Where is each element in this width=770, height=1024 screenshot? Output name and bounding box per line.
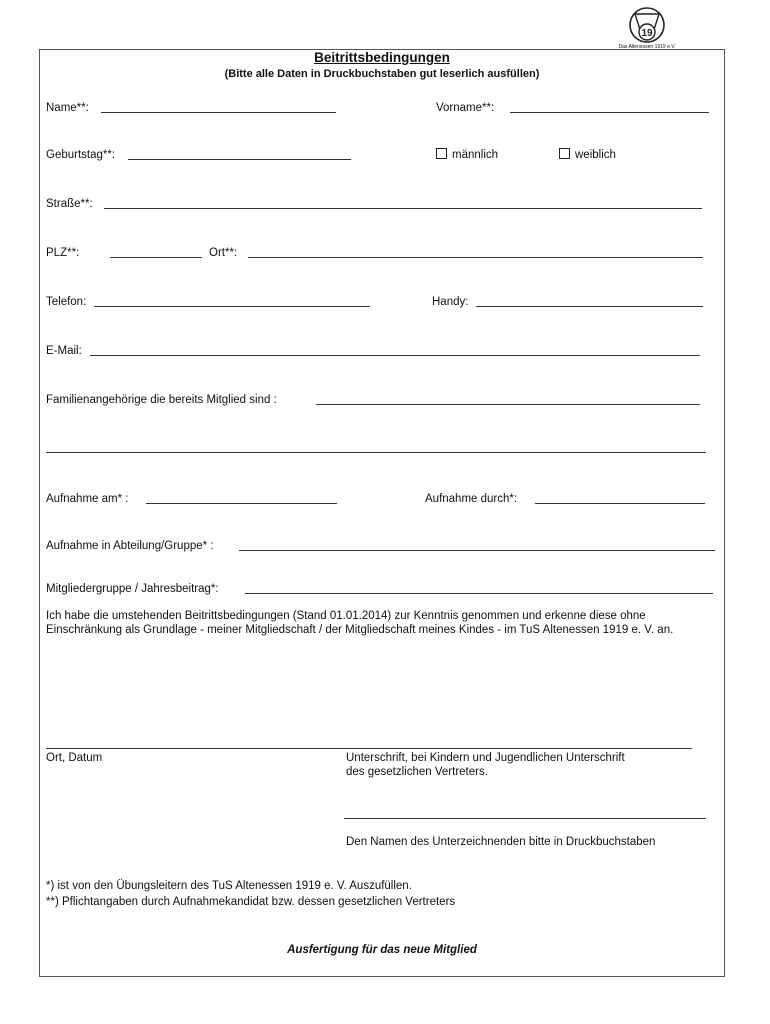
ort-datum-label: Ort, Datum <box>46 752 103 764</box>
maennlich-label: männlich <box>452 149 499 161</box>
unterschrift-label-2: des gesetzlichen Vertreters. <box>346 766 488 778</box>
note-uebungsleiter: *) ist von den Übungsleitern des TuS Altenessen 1919 e. V. Auszufüllen. <box>46 880 412 892</box>
maennlich-option[interactable] <box>436 148 498 162</box>
geburtstag-field[interactable] <box>128 159 351 160</box>
familie-label: Familienangehörige die bereits Mitglied sind : <box>46 394 277 406</box>
logo-caption: Das Altenessen 1919 e.V. <box>618 44 676 50</box>
statement-text: Ich habe die umstehenden Beitrittsbedingungen (Stand 01.01.2014) zur Kenntnis genommen und erkenne diese ohne Einschränkung als Grundlage - meiner Mitgliedschaft / der Mitgliedschaft meines Kindes - im TuS Altenessen 1919 e. V. an. <box>46 610 674 636</box>
vorname-label: Vorname**: <box>436 102 495 114</box>
telefon-label: Telefon: <box>46 296 87 308</box>
ort-label: Ort**: <box>209 247 238 259</box>
vorname-field[interactable] <box>510 112 709 113</box>
signature-line[interactable] <box>46 748 692 749</box>
logo-number: 19 <box>641 28 653 39</box>
telefon-field[interactable] <box>94 306 370 307</box>
druckbuchstaben-line[interactable] <box>344 818 706 819</box>
strasse-field[interactable] <box>104 208 702 209</box>
familie-field[interactable] <box>316 404 700 405</box>
ort-field[interactable] <box>248 257 703 258</box>
weiblich-option[interactable] <box>559 148 616 162</box>
weiblich-checkbox[interactable] <box>559 148 570 159</box>
abteilung-field[interactable] <box>239 550 715 551</box>
aufnahme-durch-label: Aufnahme durch*: <box>425 493 518 505</box>
email-label: E-Mail: <box>46 345 82 357</box>
aufnahme-am-label: Aufnahme am* : <box>46 493 129 505</box>
maennlich-checkbox[interactable] <box>436 148 447 159</box>
plz-label: PLZ**: <box>46 247 80 259</box>
plz-field[interactable] <box>110 257 202 258</box>
weiblich-label: weiblich <box>575 149 616 161</box>
note-pflichtangaben: **) Pflichtangaben durch Aufnahmekandidat bzw. dessen gesetzlichen Vertreters <box>46 896 456 908</box>
club-emblem-icon <box>614 6 680 46</box>
name-field[interactable] <box>101 112 336 113</box>
name-label: Name**: <box>46 102 89 114</box>
email-field[interactable] <box>90 355 700 356</box>
club-logo <box>614 6 680 50</box>
geburtstag-label: Geburtstag**: <box>46 149 116 161</box>
aufnahme-am-field[interactable] <box>146 503 337 504</box>
abteilung-label: Aufnahme in Abteilung/Gruppe* : <box>46 540 214 552</box>
familie-field-line-2[interactable] <box>46 452 706 453</box>
handy-field[interactable] <box>476 306 703 307</box>
unterschrift-label-1: Unterschrift, bei Kindern und Jugendlichen Unterschrift <box>346 752 625 764</box>
aufnahme-durch-field[interactable] <box>535 503 705 504</box>
mitgliedergruppe-label: Mitgliedergruppe / Jahresbeitrag*: <box>46 583 219 595</box>
footer-copy-note: Ausfertigung für das neue Mitglied <box>287 944 477 956</box>
strasse-label: Straße**: <box>46 198 93 210</box>
form-subtitle: (Bitte alle Daten in Druckbuchstaben gut leserlich ausfüllen) <box>224 68 540 80</box>
form-title: Beitrittsbedingungen <box>314 50 450 65</box>
mitgliedergruppe-field[interactable] <box>245 593 713 594</box>
handy-label: Handy: <box>432 296 469 308</box>
druckbuchstaben-label: Den Namen des Unterzeichnenden bitte in Druckbuchstaben <box>346 836 656 848</box>
